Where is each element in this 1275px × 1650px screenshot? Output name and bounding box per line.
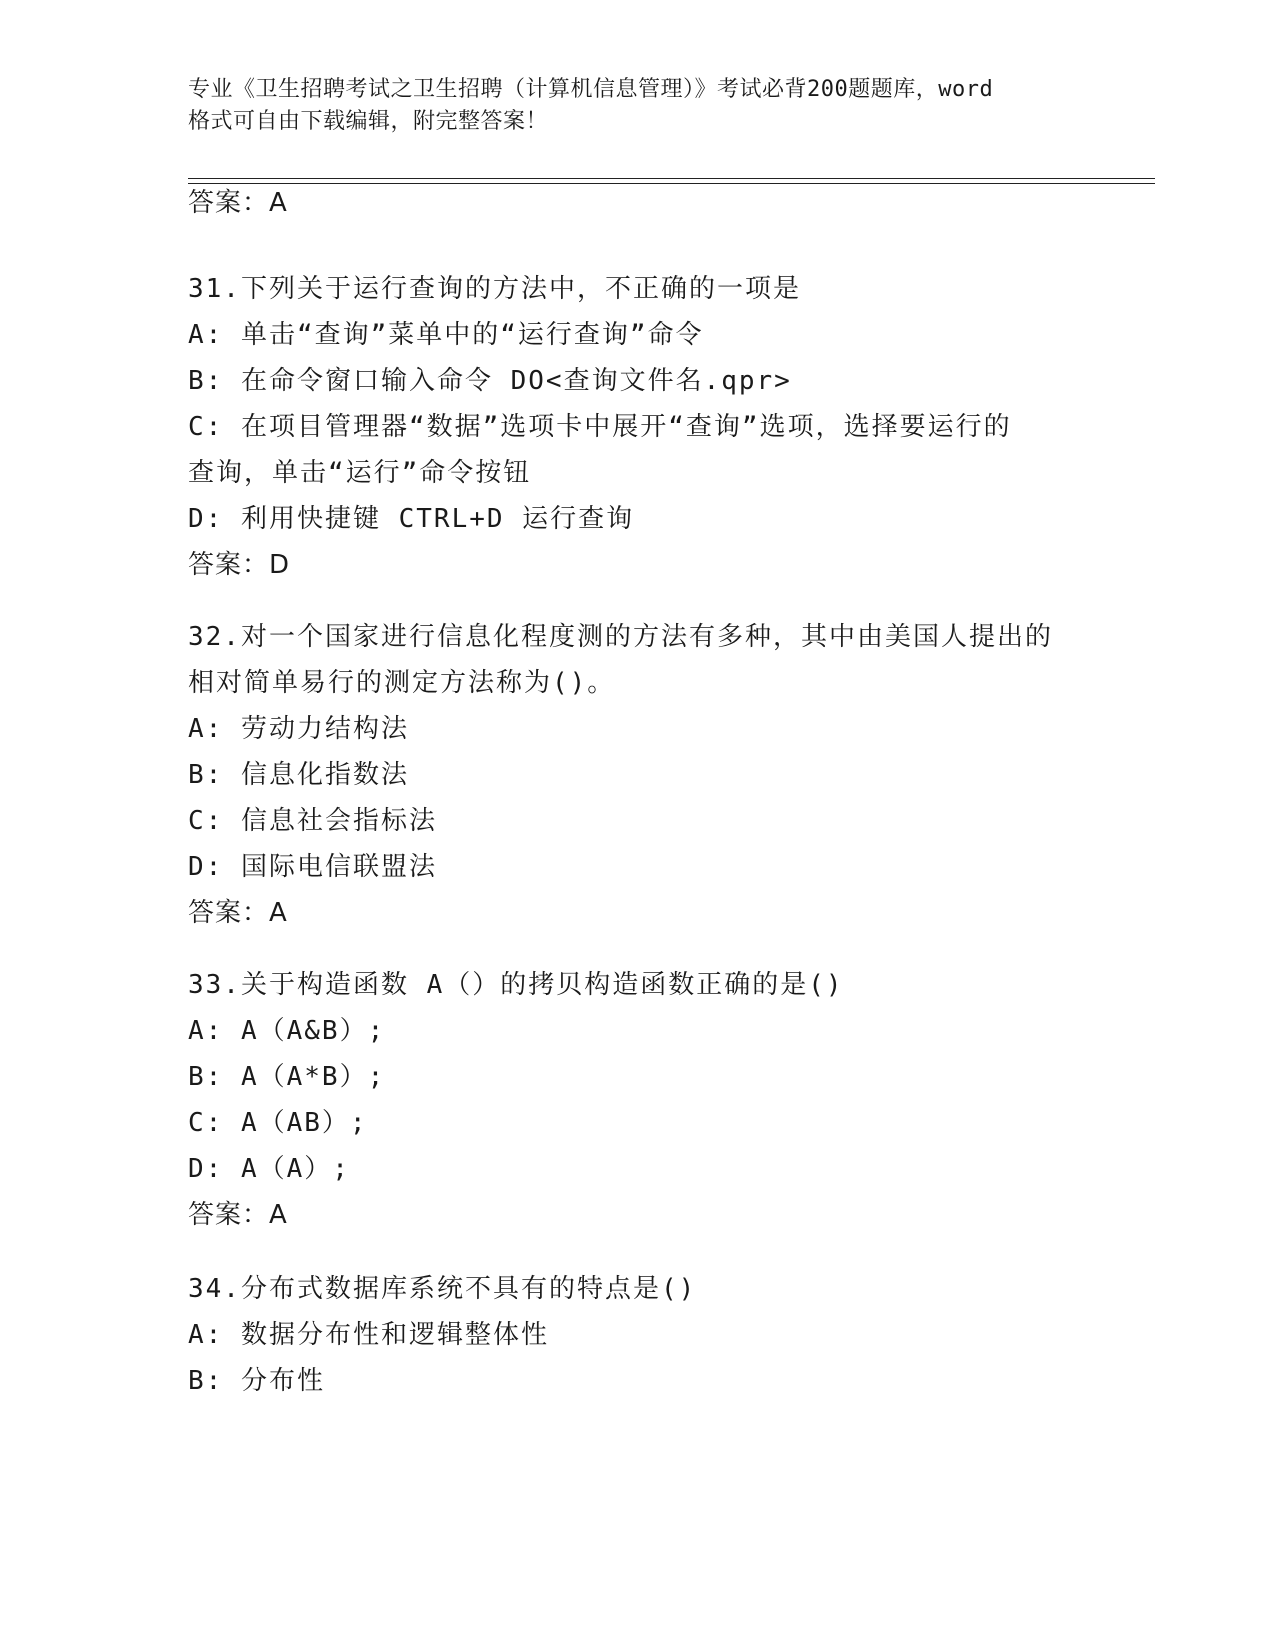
question-33 — [188, 962, 1088, 1238]
option-a: A: 单击“查询”菜单中的“运行查询”命令 — [188, 320, 704, 350]
option-a: A: 数据分布性和逻辑整体性 — [188, 1320, 549, 1350]
answer-label: 答案： — [188, 550, 270, 580]
question-stem: 31.下列关于运行查询的方法中，不正确的一项是 — [188, 274, 801, 304]
option-a: A: A（A&B）; — [188, 1016, 386, 1046]
option-b: B: 分布性 — [188, 1366, 325, 1396]
question-32 — [188, 614, 1088, 936]
answer — [188, 890, 1088, 936]
option-c: C: A（AB）; — [188, 1108, 368, 1138]
answer-value: A — [269, 898, 287, 928]
option-d: D: A（A）; — [188, 1154, 350, 1184]
answer-label: 答案： — [188, 898, 270, 928]
header-divider-top — [188, 178, 1155, 179]
option-a: A: 劳动力结构法 — [188, 714, 409, 744]
option-d: D: 国际电信联盟法 — [188, 852, 437, 882]
option-d: D: 利用快捷键 CTRL+D 运行查询 — [188, 504, 635, 534]
top-answer — [188, 180, 1088, 226]
option-c: C: 在项目管理器“数据”选项卡中展开“查询”选项，选择要运行的 — [188, 412, 1012, 442]
header-line-2: 格式可自由下载编辑，附完整答案！ — [188, 109, 549, 134]
answer — [188, 542, 1088, 588]
answer-label: 答案： — [188, 188, 270, 218]
option-b: B: 在命令窗口输入命令 DO<查询文件名.qpr> — [188, 366, 792, 396]
option-c: C: 信息社会指标法 — [188, 806, 437, 836]
question-stem: 33.关于构造函数 A（）的拷贝构造函数正确的是() — [188, 970, 844, 1000]
question-31 — [188, 266, 1088, 588]
document-header — [188, 74, 1088, 138]
answer — [188, 1192, 1088, 1238]
answer-value: A — [269, 188, 287, 218]
question-stem: 32.对一个国家进行信息化程度测的方法有多种，其中由美国人提出的 — [188, 622, 1053, 652]
answer-label: 答案： — [188, 1200, 270, 1230]
answer-value: D — [269, 550, 290, 580]
option-c-continued: 查询，单击“运行”命令按钮 — [188, 458, 532, 488]
answer-value: A — [269, 1200, 287, 1230]
option-b: B: A（A*B）; — [188, 1062, 386, 1092]
question-34 — [188, 1266, 1088, 1404]
header-line-1: 专业《卫生招聘考试之卫生招聘（计算机信息管理）》考试必背200题题库，word — [188, 77, 994, 102]
question-stem-continued: 相对简单易行的测定方法称为()。 — [188, 668, 616, 698]
option-b: B: 信息化指数法 — [188, 760, 409, 790]
question-stem: 34.分布式数据库系统不具有的特点是() — [188, 1274, 697, 1304]
